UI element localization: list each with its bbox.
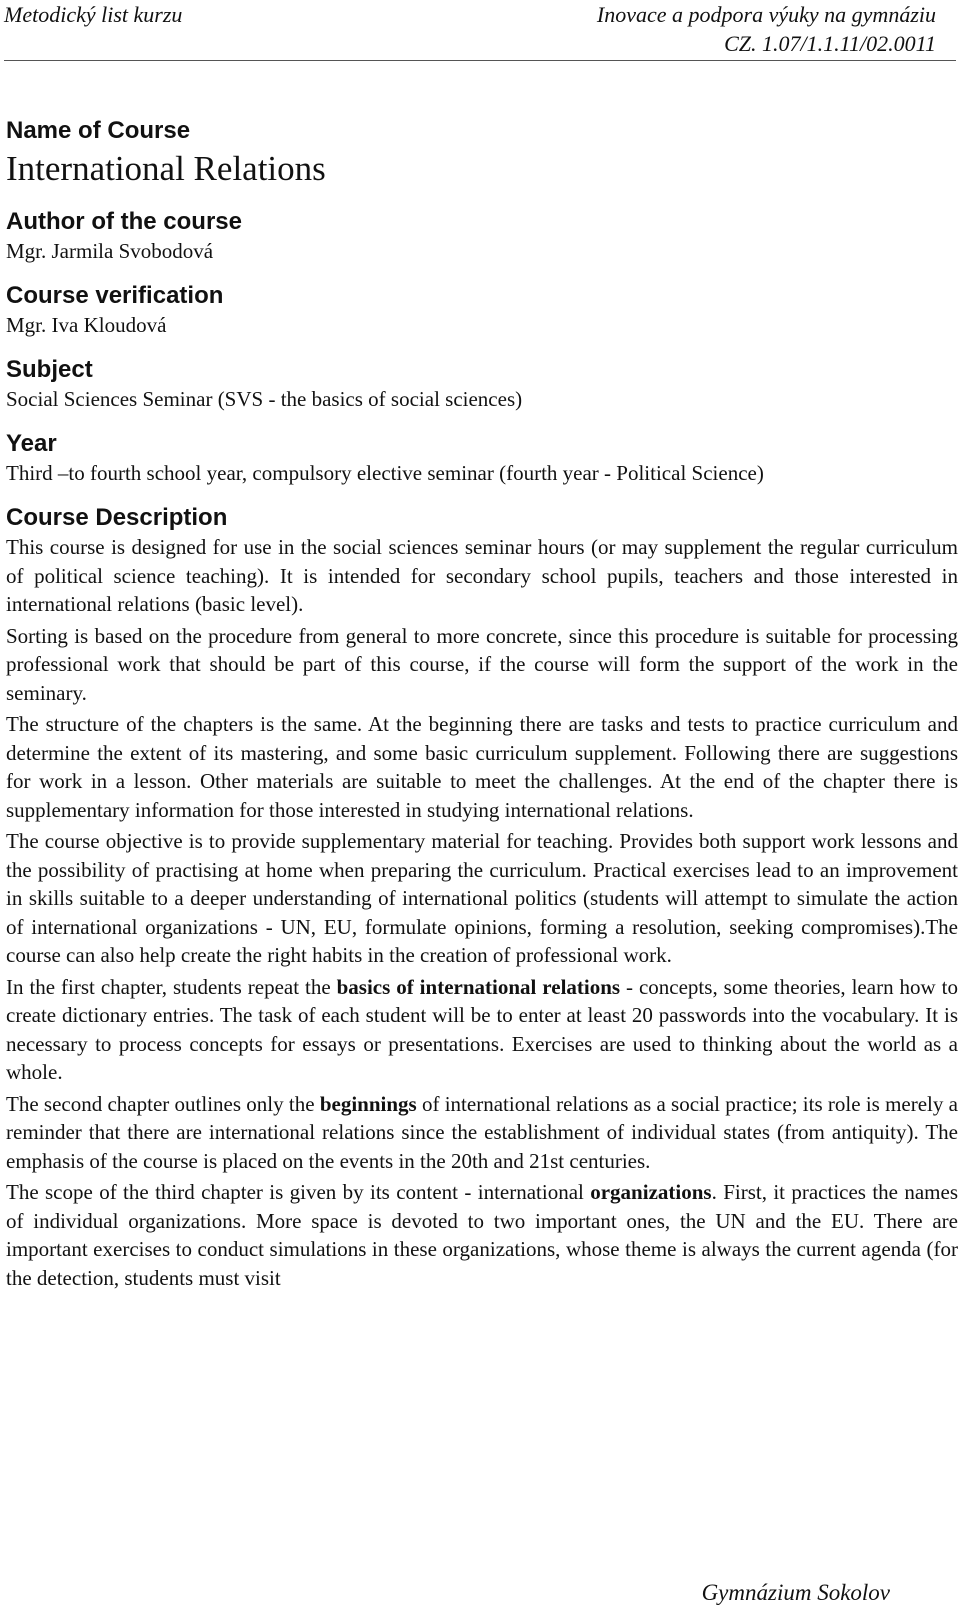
paragraph-text: In the first chapter, students repeat the (6, 974, 337, 999)
description-paragraph-7 (6, 1178, 958, 1292)
description-paragraph-1: This course is designed for use in the social sciences seminar hours (or may supplement the regular curriculum of political science teaching). It is intended for secondary school pupils, teachers and those interested in international relations (basic level). (6, 535, 958, 616)
subject-value: Social Sciences Seminar (SVS - the basics of social sciences) (6, 387, 523, 411)
paragraph-text: The scope of the third chapter is given by its content - international (6, 1180, 591, 1204)
paragraph-text: The second chapter outlines only the (6, 1091, 320, 1116)
header-left-title: Metodický list kurzu (4, 2, 183, 27)
page-footer: Gymnázium Sokolov (701, 1580, 890, 1605)
author-heading: Author of the course (6, 208, 243, 235)
course-name-heading: Name of Course (6, 117, 191, 144)
year-heading: Year (6, 430, 57, 457)
header-project-code: CZ. 1.07/1.1.11/02.0011 (724, 31, 936, 56)
subject-heading: Subject (6, 356, 93, 383)
course-name-value: International Relations (6, 149, 326, 188)
description-paragraph-5 (6, 973, 958, 1087)
emphasis-text: basics of international relations (336, 974, 621, 999)
year-value: Third –to fourth school year, compulsory elective seminar (fourth year - Political Science) (6, 461, 764, 485)
header-project-title: Inovace a podpora výuky na gymnáziu (596, 2, 936, 27)
paragraph-text: of international relations as a social practice; its role is merely a reminder that there are international relations since the establishment of individual states (from antiquity). The emphasis of the course is placed on the events in the 20th and 21st centuries. (6, 1091, 958, 1173)
description-paragraph-3: The structure of the chapters is the same. At the beginning there are tasks and tests to practice curriculum and determine the extent of its mastering, and some basic curriculum supplement. Following there are suggestions for work in a lesson. Other materials are suitable to meet the challenges. At the end of the chapter there is supplementary information for those interested in studying international relations. (6, 712, 958, 822)
description-paragraph-2: Sorting is based on the procedure from general to more concrete, since this procedure is suitable for processing professional work that should be part of this course, if the course will form the support of the work in the seminary. (6, 623, 958, 705)
paragraph-text: . First, it practices the names of individual organizations. More space is devoted to two important ones, the UN and the EU. There are important exercises to conduct simulations in these organizations, whose theme is always the current agenda (for the detection, students must visit (6, 1180, 959, 1290)
header-right-block (597, 0, 936, 58)
paragraph-text: - concepts, some theories, learn how to create dictionary entries. The task of each student will be to enter at least 20 passwords into the vocabulary. It is necessary to process concepts for essays or presentations. Exercises are used to thinking about the world as a whole. (6, 974, 958, 1084)
page-header (4, 0, 956, 61)
author-value: Mgr. Jarmila Svobodová (6, 239, 214, 263)
verification-heading: Course verification (6, 282, 224, 309)
emphasis-text: organizations (590, 1180, 712, 1204)
document-body (6, 116, 958, 1295)
description-heading: Course Description (6, 504, 228, 531)
verification-value: Mgr. Iva Kloudová (6, 313, 167, 337)
emphasis-text: beginnings (319, 1091, 417, 1116)
description-paragraph-6 (6, 1090, 958, 1176)
description-paragraph-4: The course objective is to provide supplementary material for teaching. Provides both support work lessons and the possibility of practising at home when preparing the curriculum. Practical exercises lead to an improvement in skills suitable to a deeper understanding of international politics (students will attempt to simulate the action of international organizations - UN, EU, formulate opinions, forming a resolution, seeking compromises).The course can also help create the right habits in the creation of professional work. (6, 829, 958, 967)
